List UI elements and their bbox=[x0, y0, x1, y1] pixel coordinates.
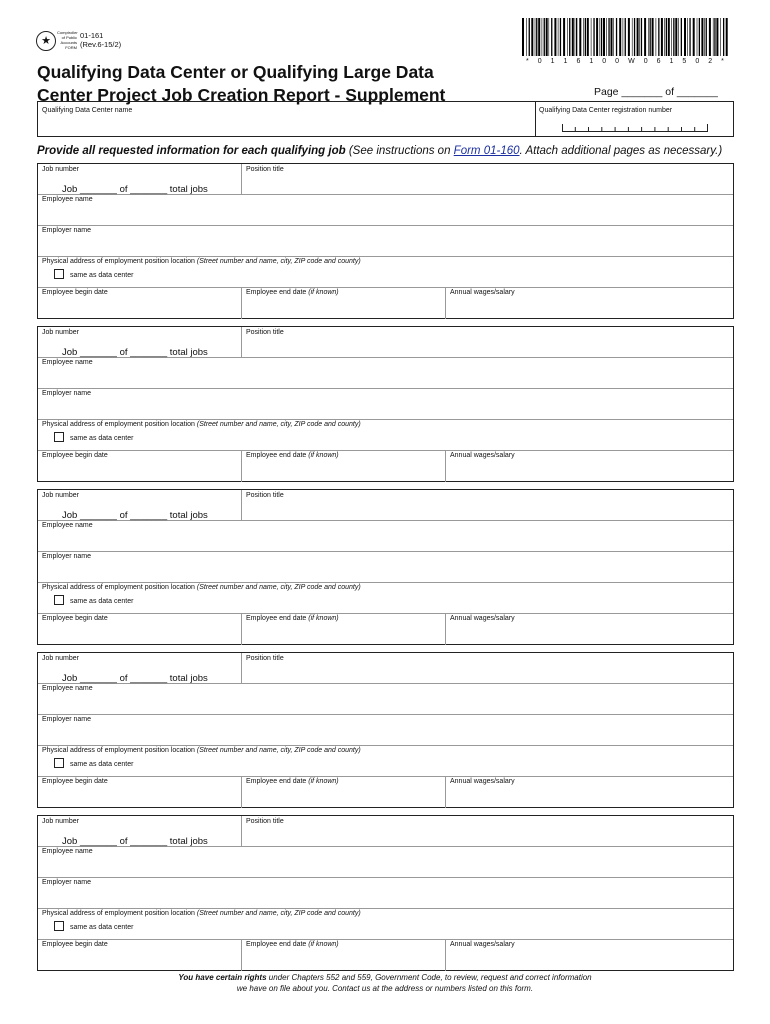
physical-address-hint: (Street number and name, city, ZIP code and county) bbox=[196, 421, 361, 428]
dates-wages-row bbox=[38, 450, 733, 481]
barcode-digit: 1 bbox=[589, 58, 594, 65]
employer-name-input[interactable] bbox=[38, 877, 733, 909]
position-title-input[interactable] bbox=[242, 816, 733, 846]
same-as-data-center-checkbox[interactable] bbox=[54, 921, 64, 931]
barcode-digit: 1 bbox=[669, 58, 674, 65]
employer-name-input[interactable] bbox=[38, 225, 733, 257]
form-number: 01-161 bbox=[80, 31, 104, 40]
employer-name-input[interactable] bbox=[38, 388, 733, 420]
physical-address-label bbox=[42, 747, 361, 754]
physical-address-hint: (Street number and name, city, ZIP code and county) bbox=[196, 258, 361, 265]
dates-wages-row bbox=[38, 776, 733, 807]
barcode-digit: 1 bbox=[550, 58, 555, 65]
job-entry-block bbox=[37, 815, 734, 971]
job-row bbox=[38, 490, 733, 521]
job-row bbox=[38, 327, 733, 358]
same-as-data-center-label: same as data center bbox=[70, 272, 134, 279]
divider bbox=[241, 450, 242, 482]
end-date-hint: (if known) bbox=[308, 452, 339, 459]
physical-address-input[interactable] bbox=[38, 419, 733, 451]
job-of-total-field[interactable]: Job _______ of _______ total jobs bbox=[62, 347, 208, 358]
job-of-total-field[interactable]: Job _______ of _______ total jobs bbox=[62, 184, 208, 195]
physical-address-label bbox=[42, 584, 361, 591]
same-as-data-center-checkbox[interactable] bbox=[54, 595, 64, 605]
end-date-label bbox=[246, 289, 339, 296]
physical-address-label-text: Physical address of employment position location bbox=[42, 910, 195, 917]
begin-date-label: Employee begin date bbox=[42, 778, 108, 785]
barcode-digit: 5 bbox=[682, 58, 687, 65]
registration-number-field[interactable] bbox=[562, 124, 708, 132]
employee-name-label: Employee name bbox=[42, 196, 93, 203]
dates-wages-row bbox=[38, 287, 733, 318]
position-title-input[interactable] bbox=[242, 327, 733, 357]
annual-wages-label: Annual wages/salary bbox=[450, 289, 515, 296]
same-as-data-center-label: same as data center bbox=[70, 598, 134, 605]
barcode-digit: W bbox=[628, 58, 635, 65]
divider bbox=[445, 287, 446, 319]
divider bbox=[241, 613, 242, 645]
title-line-2: Center Project Job Creation Report - Supplement bbox=[37, 85, 446, 105]
employer-name-label: Employer name bbox=[42, 227, 92, 234]
position-title-label: Position title bbox=[246, 166, 284, 173]
employer-name-label: Employer name bbox=[42, 390, 92, 397]
divider bbox=[445, 613, 446, 645]
position-title-input[interactable] bbox=[242, 490, 733, 520]
physical-address-input[interactable] bbox=[38, 256, 733, 288]
divider bbox=[241, 287, 242, 319]
barcode-digit: 0 bbox=[695, 58, 700, 65]
end-date-hint: (if known) bbox=[308, 289, 339, 296]
barcode-icon bbox=[520, 18, 730, 58]
privacy-notice-line2: we have on file about you. Contact us at the address or numbers listed on this form. bbox=[236, 984, 534, 993]
position-title-label: Position title bbox=[246, 818, 284, 825]
employee-name-label: Employee name bbox=[42, 685, 93, 692]
employee-name-label: Employee name bbox=[42, 359, 93, 366]
job-number-label: Job number bbox=[42, 818, 79, 825]
registration-number-label: Qualifying Data Center registration number bbox=[539, 107, 673, 114]
instructions-post-link: . Attach additional pages as necessary.) bbox=[519, 145, 723, 157]
physical-address-input[interactable] bbox=[38, 745, 733, 777]
begin-date-label: Employee begin date bbox=[42, 452, 108, 459]
job-entry-block bbox=[37, 489, 734, 645]
job-row bbox=[38, 653, 733, 684]
employer-name-input[interactable] bbox=[38, 551, 733, 583]
end-date-label-text: Employee end date bbox=[246, 452, 307, 459]
same-as-data-center-checkbox[interactable] bbox=[54, 432, 64, 442]
job-entry-block bbox=[37, 652, 734, 808]
physical-address-label bbox=[42, 258, 361, 265]
physical-address-label bbox=[42, 910, 361, 917]
privacy-notice-line1: under Chapters 552 and 559, Government Code, to review, request and correct information bbox=[266, 973, 592, 982]
barcode-star: * bbox=[526, 58, 529, 65]
state-seal-icon: ★ bbox=[36, 31, 56, 51]
instructions-bold: Provide all requested information for each qualifying job bbox=[37, 145, 346, 157]
employee-name-label: Employee name bbox=[42, 522, 93, 529]
job-number-label: Job number bbox=[42, 492, 79, 499]
job-entry-block bbox=[37, 326, 734, 482]
employee-name-input[interactable] bbox=[38, 194, 733, 226]
divider bbox=[535, 102, 536, 136]
job-number-label: Job number bbox=[42, 329, 79, 336]
job-of-total-field[interactable]: Job _______ of _______ total jobs bbox=[62, 510, 208, 521]
job-entry-block bbox=[37, 163, 734, 319]
job-number-label: Job number bbox=[42, 166, 79, 173]
barcode-digit: 0 bbox=[615, 58, 620, 65]
end-date-label-text: Employee end date bbox=[246, 778, 307, 785]
position-title-label: Position title bbox=[246, 329, 284, 336]
data-center-name-label: Qualifying Data Center name bbox=[42, 107, 133, 114]
position-title-label: Position title bbox=[246, 492, 284, 499]
job-of-total-field[interactable]: Job _______ of _______ total jobs bbox=[62, 836, 208, 847]
barcode-digit: 6 bbox=[656, 58, 661, 65]
physical-address-label-text: Physical address of employment position location bbox=[42, 421, 195, 428]
barcode-digit: 1 bbox=[563, 58, 568, 65]
position-title-input[interactable] bbox=[242, 653, 733, 683]
instructions-pre-link: (See instructions on bbox=[345, 145, 454, 157]
physical-address-label-text: Physical address of employment position location bbox=[42, 584, 195, 591]
end-date-label-text: Employee end date bbox=[246, 289, 307, 296]
end-date-label bbox=[246, 615, 339, 622]
annual-wages-label: Annual wages/salary bbox=[450, 778, 515, 785]
privacy-notice-bold: You have certain rights bbox=[178, 973, 267, 982]
same-as-data-center-checkbox[interactable] bbox=[54, 758, 64, 768]
form-revision: (Rev.6-15/2) bbox=[80, 40, 122, 49]
end-date-hint: (if known) bbox=[308, 941, 339, 948]
divider bbox=[241, 939, 242, 971]
annual-wages-label: Annual wages/salary bbox=[450, 941, 515, 948]
employer-name-label: Employer name bbox=[42, 553, 92, 560]
instructions-text bbox=[37, 145, 737, 157]
job-row bbox=[38, 164, 733, 195]
divider bbox=[445, 939, 446, 971]
end-date-label-text: Employee end date bbox=[246, 615, 307, 622]
form-01-160-link[interactable]: Form 01-160 bbox=[453, 145, 520, 157]
barcode-number bbox=[520, 58, 730, 65]
same-as-data-center-label: same as data center bbox=[70, 924, 134, 931]
dates-wages-row bbox=[38, 613, 733, 644]
agency-name: Comptroller of Public Accounts FORM bbox=[57, 30, 78, 50]
employer-name-input[interactable] bbox=[38, 714, 733, 746]
position-title-label: Position title bbox=[246, 655, 284, 662]
physical-address-label-text: Physical address of employment position location bbox=[42, 258, 195, 265]
physical-address-input[interactable] bbox=[38, 908, 733, 940]
end-date-label-text: Employee end date bbox=[246, 941, 307, 948]
begin-date-label: Employee begin date bbox=[42, 615, 108, 622]
employee-name-input[interactable] bbox=[38, 520, 733, 552]
begin-date-label: Employee begin date bbox=[42, 289, 108, 296]
divider bbox=[241, 776, 242, 808]
barcode-digit: 0 bbox=[643, 58, 648, 65]
end-date-hint: (if known) bbox=[308, 778, 339, 785]
employer-name-label: Employer name bbox=[42, 716, 92, 723]
job-row bbox=[38, 816, 733, 847]
job-of-total-field[interactable]: Job _______ of _______ total jobs bbox=[62, 673, 208, 684]
physical-address-label-text: Physical address of employment position location bbox=[42, 747, 195, 754]
position-title-input[interactable] bbox=[242, 164, 733, 194]
barcode-digit: 2 bbox=[708, 58, 713, 65]
barcode-digit: 0 bbox=[537, 58, 542, 65]
employee-name-input[interactable] bbox=[38, 846, 733, 878]
same-as-data-center-label: same as data center bbox=[70, 435, 134, 442]
page-number-field[interactable]: Page _______ of _______ bbox=[594, 86, 718, 98]
title-line-1: Qualifying Data Center or Qualifying Large Data bbox=[37, 62, 434, 82]
barcode-digit: 0 bbox=[602, 58, 607, 65]
employee-name-input[interactable] bbox=[38, 683, 733, 715]
physical-address-label bbox=[42, 421, 361, 428]
end-date-label bbox=[246, 778, 339, 785]
end-date-label bbox=[246, 941, 339, 948]
begin-date-label: Employee begin date bbox=[42, 941, 108, 948]
annual-wages-label: Annual wages/salary bbox=[450, 615, 515, 622]
employer-name-label: Employer name bbox=[42, 879, 92, 886]
form-number-block bbox=[80, 31, 121, 49]
same-as-data-center-checkbox[interactable] bbox=[54, 269, 64, 279]
annual-wages-label: Annual wages/salary bbox=[450, 452, 515, 459]
end-date-hint: (if known) bbox=[308, 615, 339, 622]
physical-address-hint: (Street number and name, city, ZIP code and county) bbox=[196, 584, 361, 591]
employee-name-input[interactable] bbox=[38, 357, 733, 389]
divider bbox=[445, 450, 446, 482]
barcode-star: * bbox=[721, 58, 724, 65]
job-number-label: Job number bbox=[42, 655, 79, 662]
barcode-digit: 6 bbox=[576, 58, 581, 65]
employee-name-label: Employee name bbox=[42, 848, 93, 855]
physical-address-input[interactable] bbox=[38, 582, 733, 614]
physical-address-hint: (Street number and name, city, ZIP code and county) bbox=[196, 747, 361, 754]
dates-wages-row bbox=[38, 939, 733, 970]
same-as-data-center-label: same as data center bbox=[70, 761, 134, 768]
privacy-notice bbox=[0, 972, 770, 994]
divider bbox=[445, 776, 446, 808]
physical-address-hint: (Street number and name, city, ZIP code and county) bbox=[196, 910, 361, 917]
end-date-label bbox=[246, 452, 339, 459]
